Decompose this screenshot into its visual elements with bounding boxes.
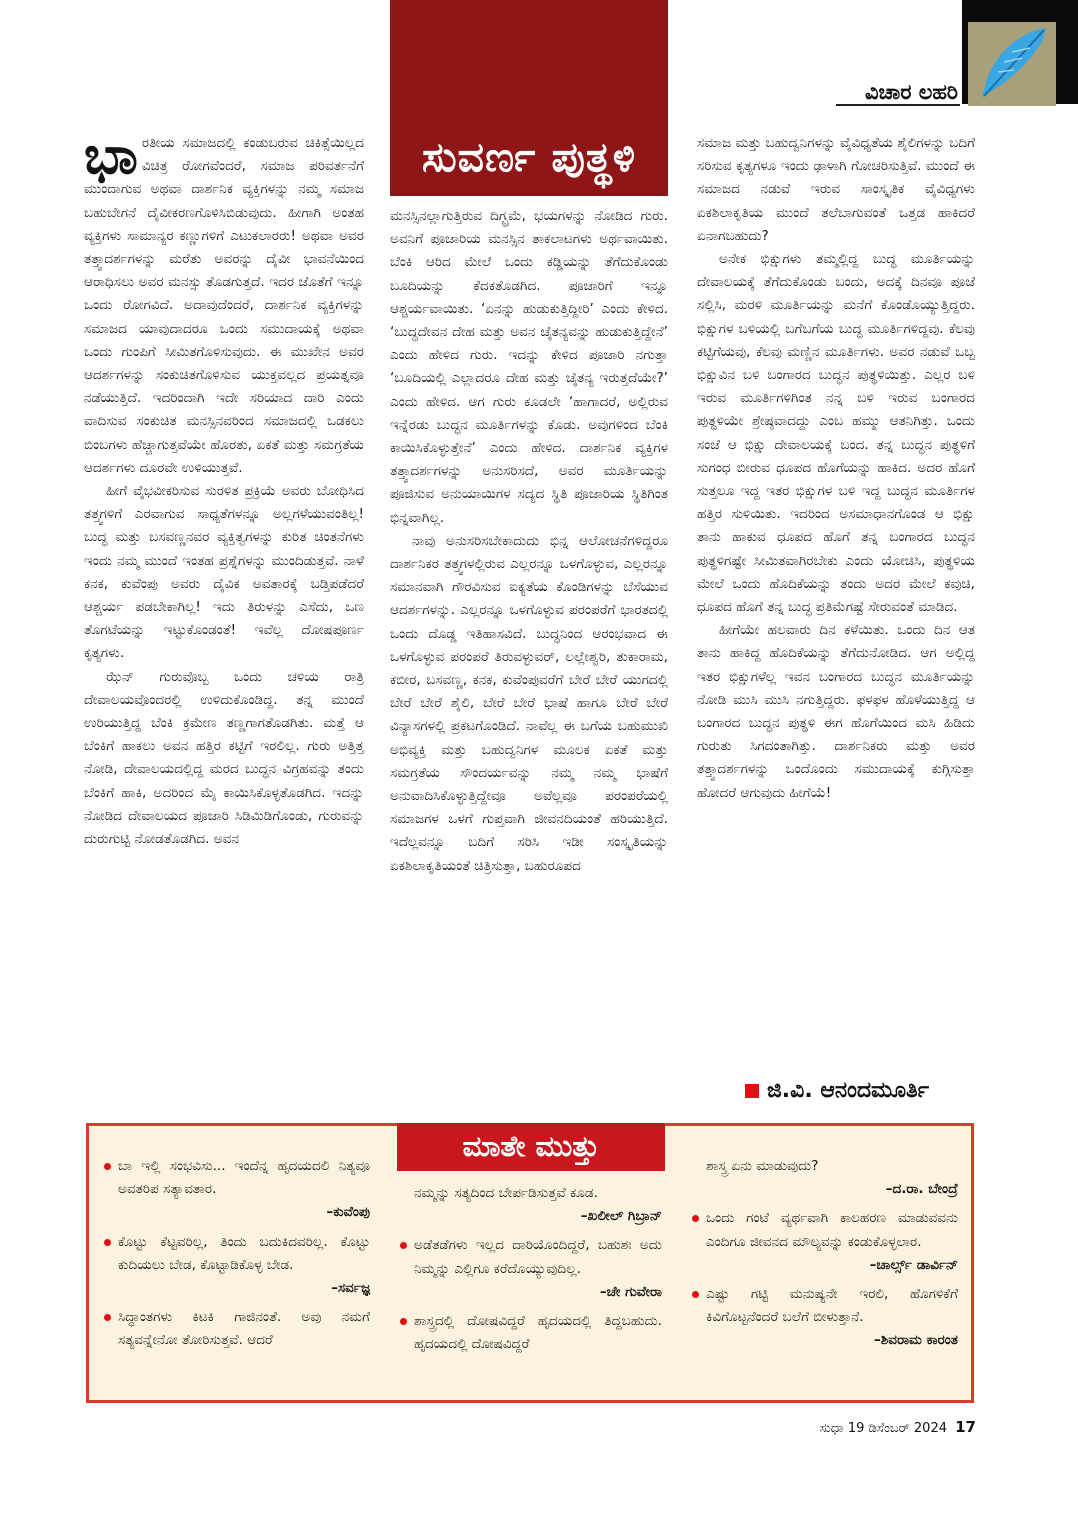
bullet-icon	[400, 1318, 407, 1325]
quote-text: ಎಷ್ಟು ಗಟ್ಟಿ ಮನುಷ್ಯನೇ ಇರಲಿ, ಹೊಗಳಿಕೆಗೆ ಕಿವಿಗೊಟ್ಟನೆಂದರೆ ಬಲೆಗೆ ಬೀಳುತ್ತಾನೆ.	[706, 1286, 958, 1326]
bullet-icon	[400, 1242, 407, 1249]
paragraph: ಅನೇಕ ಭಿಕ್ಷುಗಳು ತಮ್ಮಲ್ಲಿದ್ದ ಬುದ್ಧ ಮೂರ್ತಿಯನ್ನು ದೇವಾಲಯಕ್ಕೆ ತೆಗೆದುಕೊಂಡು ಬಂದು, ಅದಕ್ಕೆ ದಿನವೂ ಪೂಜೆ ಸಲ್ಲಿಸಿ, ಮರಳಿ ಮೂರ್ತಿಯನ್ನು ಮನೆಗೆ ಕೊಂಡೊಯ್ಯುತ್ತಿದ್ದರು. ಭಿಕ್ಷುಗಳ ಬಳಿಯಲ್ಲಿ ಬಗೆಬಗೆಯ ಬುದ್ಧ ಮೂರ್ತಿಗಳಿದ್ದವು. ಕೆಲವು ಕಟ್ಟಿಗೆಯವು, ಕೆಲವು ಮಣ್ಣಿನ ಮೂರ್ತಿಗಳು. ಅವರ ನಡುವೆ ಒಬ್ಬ ಭಿಕ್ಷುವಿನ ಬಳಿ ಬಂಗಾರದ ಬುದ್ಧನ ಪುತ್ಥಳಿಯಿತ್ತು. ಎಲ್ಲರ ಬಳಿ ಇರುವ ಮೂರ್ತಿಗಳಿಗಿಂತ ನನ್ನ ಬಳಿ ಇರುವ ಬಂಗಾರದ ಪುತ್ಥಳಿಯೇ ಶ್ರೇಷ್ಠವಾದದ್ದು ಎಂಬ ಹಮ್ಮು ಆತನಿಗಿತ್ತು. ಒಂದು ಸಂಜೆ ಆ ಭಿಕ್ಷು ದೇವಾಲಯಕ್ಕೆ ಬಂದ. ತನ್ನ ಬುದ್ಧನ ಪುತ್ಥಳಿಗೆ ಸುಗಂಧ ಬೀರುವ ಧೂಪದ ಹೊಗೆಯನ್ನು ಹಾಕಿದ. ಅದರ ಹೊಗೆ ಸುತ್ತಲೂ ಇದ್ದ ಇತರ ಭಿಕ್ಷುಗಳ ಬಳಿ ಇದ್ದ ಬುದ್ಧನ ಮೂರ್ತಿಗಳ ಹತ್ತಿರ ಸುಳಿಯಿತು. ಇದರಿಂದ ಅಸಮಾಧಾನಗೊಂಡ ಆ ಭಿಕ್ಷು ತಾನು ಹಾಕುವ ಧೂಪದ ಹೊಗೆ ತನ್ನ ಬಂಗಾರದ ಬುದ್ಧನ ಪುತ್ಥಳಿಗಷ್ಟೇ ಸೀಮಿತವಾಗಿರಬೇಕು ಎಂದು ಯೋಚಿಸಿ, ಪುತ್ಥಳಿಯ ಮೇಲೆ ಒಂದು ಹೊದಿಕೆಯನ್ನು ತಂದು ಅದರ ಮೇಲೆ ಕವುಚಿ, ಧೂಪದ ಹೊಗೆ ತನ್ನ ಬುದ್ಧ ಪ್ರತಿಮೆಗಷ್ಟೆ ಸೇರುವಂತೆ ಮಾಡಿದ.	[697, 251, 975, 616]
quotes-column-1	[104, 1155, 370, 1353]
section-divider	[836, 104, 960, 106]
bullet-icon	[692, 1215, 699, 1222]
feather-icon	[968, 22, 1056, 106]
article-title: ಸುವರ್ಣ ಪುತ್ಥಳಿ	[421, 133, 637, 181]
paragraph: ಹೀಗೆಯೇ ಹಲವಾರು ದಿನ ಕಳೆಯಿತು. ಒಂದು ದಿನ ಆತ ತಾನು ಹಾಕಿದ್ದ ಹೊದಿಕೆಯನ್ನು ತೆಗೆದುನೋಡಿದ. ಆಗ ಅಲ್ಲಿದ್ದ ಇತರ ಭಿಕ್ಷುಗಳೆಲ್ಲ ಇವನ ಬಂಗಾರದ ಬುದ್ಧನ ಮೂರ್ತಿಯನ್ನು ನೋಡಿ ಮುಸಿ ಮುಸಿ ನಗುತ್ತಿದ್ದರು. ಫಳಫಳ ಹೊಳೆಯುತ್ತಿದ್ದ ಆ ಬಂಗಾರದ ಬುದ್ಧನ ಪುತ್ಥಳಿ ಈಗ ಹೊಗೆಯಿಂದ ಮಸಿ ಹಿಡಿದು ಗುರುತು ಸಿಗದಂತಾಗಿತ್ತು. ದಾರ್ಶನಿಕರು ಮತ್ತು ಅವರ ತತ್ತ್ವಾದರ್ಶಗಳನ್ನು ಒಂದೊಂದು ಸಮುದಾಯಕ್ಕೆ ಕುಗ್ಗಿಸುತ್ತಾ ಹೋದರೆ ಆಗುವುದು ಹೀಗೆಯೆ!	[697, 622, 975, 801]
quote-author: –ಸರ್ವಜ್ಞ	[331, 1280, 370, 1297]
paragraph: ಹೀಗೆ ವೈಭವೀಕರಿಸುವ ಸುರಳಿತ ಪ್ರಕ್ರಿಯೆ ಅವರು ಬೋಧಿಸಿದ ತತ್ತ್ವಗಳಿಗೆ ಎರವಾಗುವ ಸಾಧ್ಯತೆಗಳನ್ನೂ ಅಲ್ಲಗಳೆಯುವಂತಿಲ್ಲ! ಬುದ್ಧ ಮತ್ತು ಬಸವಣ್ಣನವರ ವ್ಯಕ್ತಿತ್ವಗಳನ್ನು ಕುರಿತ ಚಿಂತನೆಗಳು ಇಂದು ನಮ್ಮ ಮುಂದೆ ಇಂತಹ ಪ್ರಶ್ನೆಗಳನ್ನು ಮುಂದಿಡುತ್ತವೆ. ನಾಳೆ ಕನಕ, ಕುವೆಂಪು ಅವರು ದೈವಿಕ ಅವತಾರಕ್ಕೆ ಬಡ್ತಿಪಡೆದರೆ ಆಶ್ಚರ್ಯ ಪಡಬೇಕಾಗಿಲ್ಲ! ಇದು ತಿರುಳನ್ನು ಎಸೆದು, ಒಣ ತೊಗಟೆಯನ್ನು ಇಟ್ಟುಕೊಂಡಂತೆ! ಇವೆಲ್ಲ ದೋಷಪೂರ್ಣ ಕೃತ್ಯಗಳು.	[84, 483, 364, 662]
byline-marker-icon	[745, 1084, 759, 1098]
article-column-2	[390, 205, 668, 878]
quote-text: ಶಾಸ್ತ್ರದಲ್ಲಿ ದೋಷವಿದ್ದರೆ ಹೃದಯದಲ್ಲಿ ತಿದ್ದಬಹುದು. ಹೃದಯದಲ್ಲಿ ದೋಷವಿದ್ದರೆ	[414, 1313, 662, 1353]
author-byline	[745, 1078, 977, 1103]
quotes-column-2	[400, 1182, 662, 1356]
quote-item	[692, 1207, 958, 1253]
quote-author: –ಖಲೀಲ್ ಗಿಬ್ರಾನ್	[580, 1208, 662, 1225]
bullet-icon	[104, 1314, 111, 1321]
quote-item	[692, 1155, 958, 1178]
quote-text: ಬಾ ಇಲ್ಲಿ ಸಂಭವಿಸು... ಇಂದೆನ್ನ ಹೃದಯದಲಿ ನಿತ್ಯವೂ ಅವತರಿಪ ಸತ್ಯಾವತಾರ.	[118, 1158, 370, 1198]
quote-author: –ಚೇ ಗುವೇರಾ	[599, 1283, 662, 1300]
page-footer	[820, 1418, 976, 1436]
quote-item	[692, 1283, 958, 1329]
paragraph-text: ರತೀಯ ಸಮಾಜದಲ್ಲಿ ಕಂಡುಬರುವ ಚಿಕಿತ್ಸೆಯಿಲ್ಲದ ವಿಚಿತ್ರ ರೋಗವೆಂದರೆ, ಸಮಾಜ ಪರಿವರ್ತನೆಗೆ ಮುಂದಾಗುವ ಅಥವಾ ದಾರ್ಶನಿಕ ವ್ಯಕ್ತಿಗಳನ್ನು ನಮ್ಮ ಸಮಾಜ ಬಹುಬೇಗನೆ ದೈವೀಕರಣಗೊಳಿಸಿಬಿಡುವುದು. ಹೀಗಾಗಿ ಅಂತಹ ವ್ಯಕ್ತಿಗಳು ಸಾಮಾನ್ಯರ ಕಣ್ಣುಗಳಿಗೆ ಎಟುಕಲಾರರು! ಅಥವಾ ಅವರ ತತ್ತ್ವಾದರ್ಶಗಳನ್ನು ಮರೆತು ಅವರನ್ನು ದೈವೀ ಭಾವನೆಯಿಂದ ಆರಾಧಿಸಲು ಅವರ ಮನಸ್ಸು ತೊಡಗುತ್ತದೆ. ಇದರ ಜೊತೆಗೆ ಇನ್ನೂ ಒಂದು ರೋಗವಿದೆ. ಅದಾವುದೆಂದರೆ, ದಾರ್ಶನಿಕ ವ್ಯಕ್ತಿಗಳನ್ನು ಸಮಾಜದ ಯಾವುದಾದರೂ ಒಂದು ಸಮುದಾಯಕ್ಕೆ ಅಥವಾ ಒಂದು ಗುಂಪಿಗೆ ಸೀಮಿತಗೊಳಿಸುವುದು. ಈ ಮುಖೇನ ಅವರ ಆದರ್ಶಗಳನ್ನು ಸಂಕುಚಿತಗೊಳಿಸುವ ಯುಕ್ತವಲ್ಲದ ಪ್ರಯತ್ನವೂ ನಡೆಯುತ್ತಿದೆ. ಇದರಿಂದಾಗಿ ಇದೇ ಸರಿಯಾದ ದಾರಿ ಎಂದು ವಾದಿಸುವ ಸಂಕುಚಿತ ಮನಸ್ಸಿನವರಿಂದ ಸಮಾಜದಲ್ಲಿ ಒಡಕಲು ಬಿಂಬಗಳು ಹೆಚ್ಚಾಗುತ್ತವೆಯೇ ಹೊರತು, ಏಕತೆ ಮತ್ತು ಸಮಗ್ರತೆಯ ಆದರ್ಶಗಳು ದೂರವೇ ಉಳಿಯುತ್ತವೆ.	[84, 135, 364, 476]
paragraph: ನಾವು ಅನುಸರಿಸಬೇಕಾದುದು ಭಿನ್ನ ಆಲೋಚನೆಗಳಿದ್ದರೂ ದಾರ್ಶನಿಕರ ತತ್ತ್ವಗಳಲ್ಲಿರುವ ಎಲ್ಲರನ್ನೂ ಒಳಗೊಳ್ಳುವ, ಎಲ್ಲರನ್ನೂ ಸಮಾನವಾಗಿ ಗೌರವಿಸುವ ಐಕ್ಯತೆಯ ಕೊಂಡಿಗಳನ್ನು ಬೆಸೆಯುವ ಆದರ್ಶಗಳನ್ನು. ಎಲ್ಲರನ್ನೂ ಒಳಗೊಳ್ಳುವ ಪರಂಪರೆಗೆ ಭಾರತದಲ್ಲಿ ಒಂದು ದೊಡ್ಡ ಇತಿಹಾಸವಿದೆ. ಬುದ್ಧನಿಂದ ಆರಂಭವಾದ ಈ ಒಳಗೊಳ್ಳುವ ಪರಂಪರೆ ತಿರುವಳ್ಳುವರ್, ಲಲ್ಲೇಶ್ವರಿ, ತುಕಾರಾಮ, ಕಬೀರ, ಬಸವಣ್ಣ, ಕನಕ, ಕುವೆಂಪುವರೆಗೆ ಬೇರೆ ಬೇರೆ ಯುಗದಲ್ಲಿ ಬೇರೆ ಬೇರೆ ಶೈಲಿ, ಬೇರೆ ಬೇರೆ ಭಾಷೆ ಹಾಗೂ ಬೇರೆ ಬೇರೆ ವಿನ್ಯಾಸಗಳಲ್ಲಿ ಪ್ರಕಟಗೊಂಡಿದೆ. ನಾವೆಲ್ಲ ಈ ಬಗೆಯ ಬಹುಮುಖಿ ಅಭಿವ್ಯಕ್ತಿ ಮತ್ತು ಬಹುದ್ವನಿಗಳ ಮೂಲಕ ಏಕತೆ ಮತ್ತು ಸಮಗ್ರತೆಯ ಸೌಂದರ್ಯವನ್ನು ನಮ್ಮ ನಮ್ಮ ಭಾಷೆಗೆ ಅನುವಾದಿಸಿಕೊಳ್ಳುತ್ತಿದ್ದೇವೂ ಅವೆಲ್ಲವೂ ಪರಂಪರೆಯಲ್ಲಿ ಸಮಾಜಗಳ ಒಳಗೆ ಗುಪ್ತವಾಗಿ ಜೀವನದಿಯಂತೆ ಹರಿಯುತ್ತಿದೆ. ಇದೆಲ್ಲವನ್ನೂ ಬದಿಗೆ ಸರಿಸಿ ಇಡೀ ಸಂಸ್ಕೃತಿಯನ್ನು ಏಕಶಿಲಾಕೃತಿಯಂತೆ ಚಿತ್ರಿಸುತ್ತಾ, ಬಹುರೂಪದ	[390, 532, 668, 874]
article-column-1	[84, 126, 364, 851]
page-number: 17	[955, 1418, 976, 1436]
bullet-icon	[104, 1163, 111, 1170]
quote-text: ಸಿದ್ಧಾಂತಗಳು ಕಿಟಕಿ ಗಾಜಿನಂತೆ. ಅವು ನಮಗೆ ಸತ್ಯವನ್ನೇನೋ ತೋರಿಸುತ್ತವೆ. ಆದರೆ	[118, 1309, 370, 1349]
author-name: ಜಿ.ವಿ. ಆನಂದಮೂರ್ತಿ	[767, 1078, 930, 1103]
quotes-title: ಮಾತೇ ಮುತ್ತು	[397, 1123, 665, 1171]
quote-text: ಅಡೆತಡೆಗಳು ಇಲ್ಲದ ದಾರಿಯೊಂದಿದ್ದರೆ, ಬಹುಶಃ ಅದು ನಿಮ್ಮನ್ನು ಎಲ್ಲಿಗೂ ಕರೆದೊಯ್ಯುವುದಿಲ್ಲ.	[414, 1237, 662, 1277]
quotes-column-3	[692, 1155, 958, 1359]
quote-author: –ಕುವೆಂಪು	[326, 1204, 370, 1221]
quote-item	[400, 1234, 662, 1280]
publication-info: ಸುಧಾ 19 ಡಿಸೆಂಬರ್ 2024	[819, 1421, 947, 1436]
quote-item	[104, 1306, 370, 1352]
quote-item	[400, 1310, 662, 1356]
quote-text: ಕೊಟ್ಟು ಕೆಟ್ಟವರಿಲ್ಲ, ತಿಂದು ಬದುಕಿದವರಿಲ್ಲ. ಕೊಟ್ಟು ಕುದಿಯಲು ಬೇಡ, ಕೊಟ್ಟಾಡಿಕೊಳ್ಳ ಬೇಡ.	[118, 1233, 370, 1273]
quote-author: –ದ.ರಾ. ಬೇಂದ್ರೆ	[885, 1181, 958, 1198]
title-block	[390, 0, 668, 196]
paragraph	[84, 126, 364, 480]
quote-author: –ಚಾರ್ಲ್ಸ್ ಡಾರ್ವಿನ್	[869, 1256, 958, 1273]
section-label: ವಿಚಾರ ಲಹರಿ	[865, 80, 958, 104]
quote-text: ಶಾಸ್ತ್ರ ಏನು ಮಾಡುವುದು?	[706, 1158, 819, 1174]
quote-text: ಒಂದು ಗಂಟೆ ವ್ಯರ್ಥವಾಗಿ ಕಾಲಹರಣ ಮಾಡುವವನು ಎಂದಿಗೂ ಜೀವನದ ಮೌಲ್ಯವನ್ನು ಕಂಡುಕೊಳ್ಳಲಾರ.	[706, 1210, 958, 1250]
paragraph: ಝೆನ್ ಗುರುವೊಬ್ಬ ಒಂದು ಚಳಿಯ ರಾತ್ರಿ ದೇವಾಲಯವೊಂದರಲ್ಲಿ ಉಳಿದುಕೊಂಡಿದ್ದ. ತನ್ನ ಮುಂದೆ ಉರಿಯುತ್ತಿದ್ದ ಬೆಂಕಿ ಕ್ರಮೇಣ ತಣ್ಣಗಾಗತೊಡಗಿತು. ಮತ್ತೆ ಆ ಬೆಂಕಿಗೆ ಹಾಕಲು ಅವನ ಹತ್ತಿರ ಕಟ್ಟಿಗೆ ಇರಲಿಲ್ಲ. ಗುರು ಅತ್ತಿತ್ತ ನೋಡಿ, ದೇವಾಲಯದಲ್ಲಿದ್ದ ಮರದ ಬುದ್ಧನ ವಿಗ್ರಹವನ್ನು ತಂದು ಬೆಂಕಿಗೆ ಹಾಕಿ, ಅದರಿಂದ ಮೈ ಕಾಯಿಸಿಕೊಳ್ಳತೊಡಗಿದ. ಇದನ್ನು ನೋಡಿದ ದೇವಾಲಯದ ಪೂಜಾರಿ ಸಿಡಿಮಿಡಿಗೊಂಡು, ಗುರುವನ್ನು ದುರುಗುಟ್ಟಿ ನೋಡತೊಡಗಿದ. ಅವನ	[84, 668, 364, 848]
paragraph: ಮನಸ್ಸಿನಲ್ಲಾಗುತ್ತಿರುವ ದಿಗ್ಭ್ರಮೆ, ಭಯಗಳನ್ನು ನೋಡಿದ ಗುರು. ಅವನಿಗೆ ಪೂಜಾರಿಯ ಮನಸ್ಸಿನ ತಾಕಲಾಟಗಳು ಅರ್ಥವಾಯಿತು. ಬೆಂಕಿ ಆರಿದ ಮೇಲೆ ಒಂದು ಕಡ್ಡಿಯನ್ನು ತೆಗೆದುಕೊಂಡು ಬೂದಿಯನ್ನು ಕೆದಕತೊಡಗಿದ. ಪೂಜಾರಿಗೆ ಇನ್ನೂ ಆಶ್ಚರ್ಯವಾಯಿತು. ‘ಏನನ್ನು ಹುಡುಕುತ್ತಿದ್ದೀರಿ’ ಎಂದು ಕೇಳಿದ. ‘ಬುದ್ಧದೇವನ ದೇಹ ಮತ್ತು ಅವನ ಚೈತನ್ಯವನ್ನು ಹುಡುಕುತ್ತಿದ್ದೇನೆ’ ಎಂದು ಹೇಳಿದ ಗುರು. ಇದನ್ನು ಕೇಳಿದ ಪೂಜಾರಿ ನಗುತ್ತಾ ‘ಬೂದಿಯಲ್ಲಿ ಎಲ್ಲಾದರೂ ದೇಹ ಮತ್ತು ಚೈತನ್ಯ ಇರುತ್ತದೆಯೇ?’ ಎಂದು ಹೇಳಿದ. ಆಗ ಗುರು ಕೂಡಲೇ ‘ಹಾಗಾದರೆ, ಅಲ್ಲಿರುವ ಇನ್ನೆರಡು ಬುದ್ಧನ ಮೂರ್ತಿಗಳನ್ನು ಕೊಡು. ಅವುಗಳಿಂದ ಬೆಂಕಿ ಕಾಯಿಸಿಕೊಳ್ಳುತ್ತೇನೆ’ ಎಂದು ಹೇಳಿದ. ದಾರ್ಶನಿಕ ವ್ಯಕ್ತಿಗಳ ತತ್ತ್ವಾದರ್ಶಗಳನ್ನು ಅನುಸರಿಸದೆ, ಅವರ ಮೂರ್ತಿಯನ್ನು ಪೂಜಿಸುವ ಅನುಯಾಯಿಗಳ ಸದ್ಯದ ಸ್ಥಿತಿ ಪೂಜಾರಿಯ ಸ್ಥಿತಿಗಿಂತ ಭಿನ್ನವಾಗಿಲ್ಲ.	[390, 208, 668, 526]
quote-item	[104, 1231, 370, 1277]
article-column-3	[697, 132, 975, 805]
bullet-icon	[104, 1239, 111, 1246]
quote-text: ನಮ್ಮನ್ನು ಸತ್ಯದಿಂದ ಬೇರ್ಪಡಿಸುತ್ತವೆ ಕೂಡ.	[414, 1185, 598, 1201]
bullet-icon	[692, 1291, 699, 1298]
drop-cap: ಭಾ	[84, 126, 138, 186]
paragraph: ಸಮಾಜ ಮತ್ತು ಬಹುದ್ವನಿಗಳನ್ನು ವೈವಿಧ್ಯತೆಯ ಶೈಲಿಗಳನ್ನು ಬದಿಗೆ ಸರಿಸುವ ಕೃತ್ಯಗಳೂ ಇಂದು ಢಾಳಾಗಿ ಗೋಚರಿಸುತ್ತಿವೆ. ಮುಂದೆ ಈ ಸಮಾಜದ ನಡುವೆ ಇರುವ ಸಾಂಸ್ಕೃತಿಕ ವೈವಿಧ್ಯಗಳು ಏಕಶಿಲಾಕೃತಿಯ ಮುಂದೆ ತಲೆಬಾಗುವಂತೆ ಒತ್ತಡ ಹಾಕಿದರೆ ಏನಾಗಬಹುದು?	[697, 135, 975, 244]
quote-author: –ಶಿವರಾಮ ಕಾರಂತ	[874, 1332, 958, 1349]
quote-item	[400, 1182, 662, 1205]
quote-item	[104, 1155, 370, 1201]
